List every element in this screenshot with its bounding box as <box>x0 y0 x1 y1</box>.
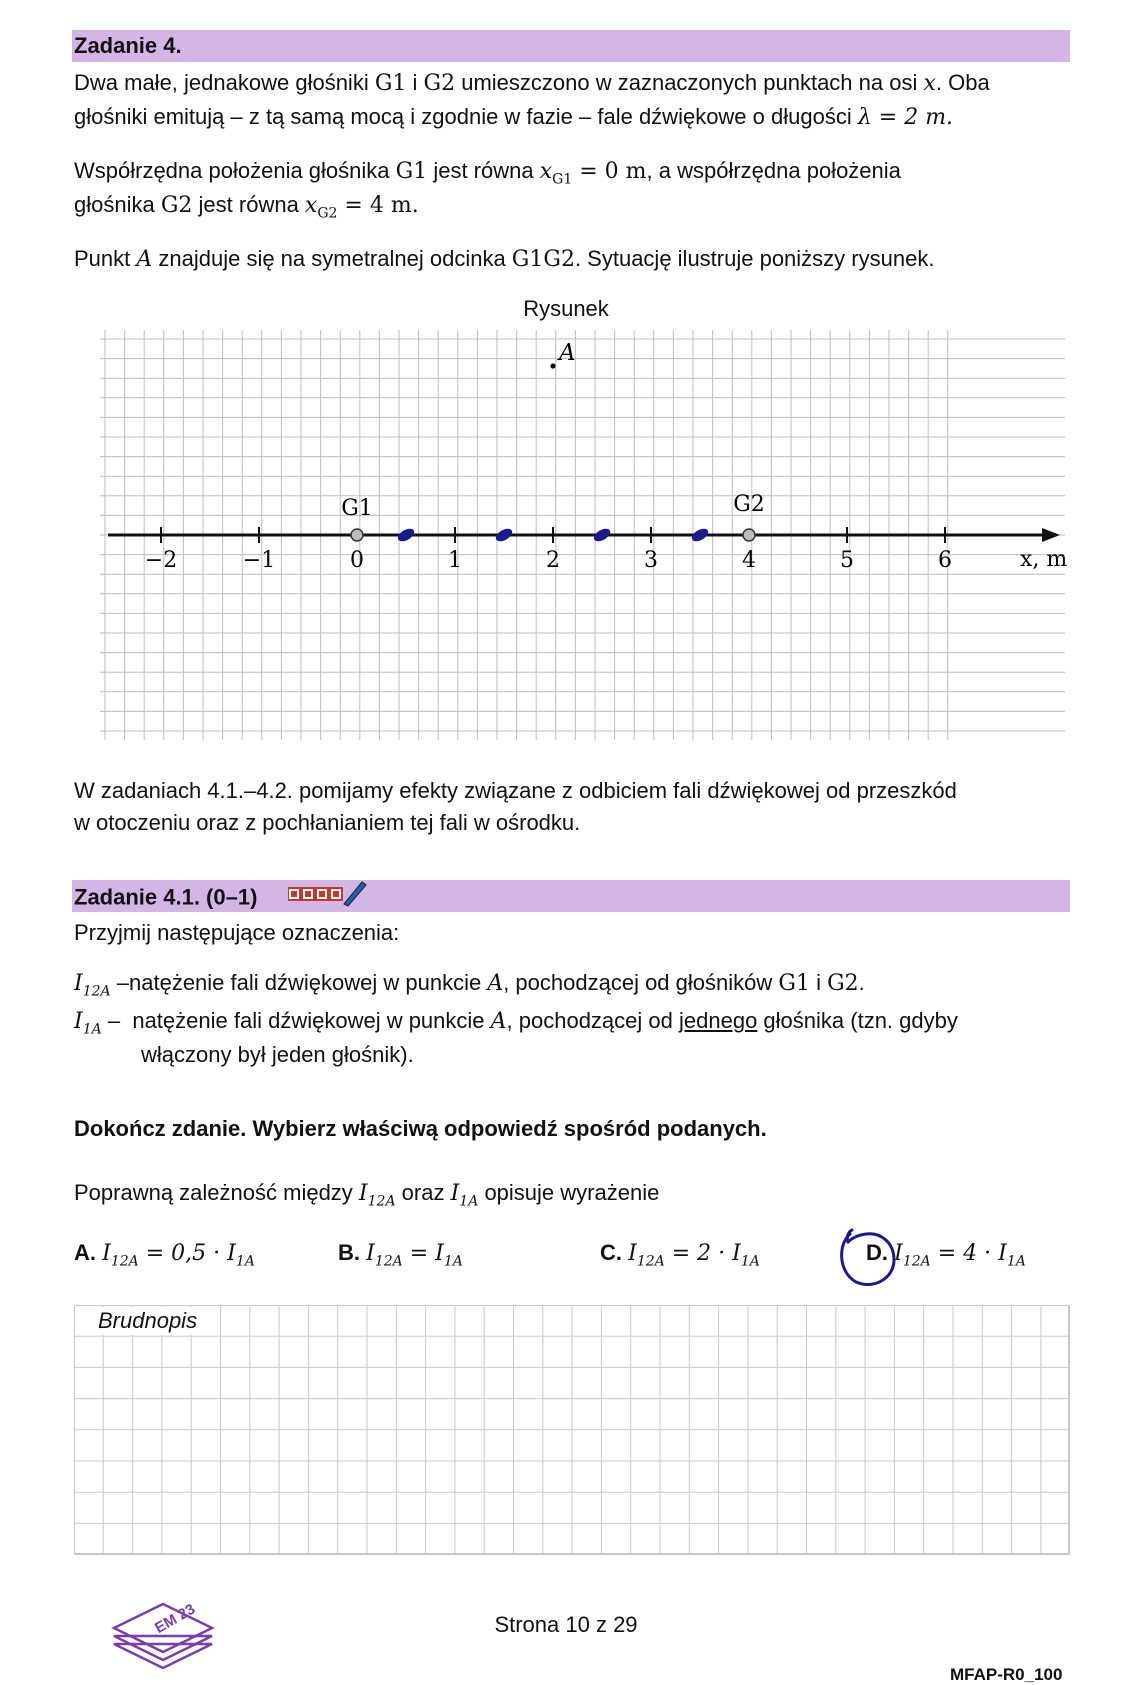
tick-label: 5 <box>840 548 854 573</box>
tick-label: 4 <box>742 548 756 573</box>
logo-text: EM 23 <box>152 1600 199 1637</box>
scratchpad-label: Brudnopis <box>76 1307 218 1335</box>
speaker-g2-label: G2 <box>733 492 765 517</box>
tick-label: 3 <box>644 548 658 573</box>
note: W zadaniach 4.1.–4.2. pomijamy efekty związane z odbiciem fali dźwiękowej od przeszkód <box>74 778 957 803</box>
speaker-g1 <box>351 529 363 541</box>
exam-code: MFAP-R0_100 <box>950 1665 1063 1684</box>
task-type-icon <box>288 880 368 917</box>
definition: $I_{12A}$ –natężenie fali dźwiękowej w punkcie A, pochodzącej od głośników G1 i G2. <box>74 970 865 1000</box>
scratchpad-grid <box>74 1305 1070 1555</box>
tick-label: −2 <box>144 548 178 573</box>
tick-label: 6 <box>938 548 952 573</box>
option-b[interactable]: B. $I_{12A} = I_{1A}$ <box>338 1240 463 1270</box>
question: Poprawną zależność między $I_{12A}$ oraz $I_{1A}$ opisuje wyrażenie <box>74 1180 660 1210</box>
point-a <box>550 363 555 368</box>
speaker-g2 <box>743 529 755 541</box>
figure-caption: Rysunek <box>523 296 609 321</box>
tick-label: 0 <box>350 548 364 573</box>
selection-circle <box>836 1226 906 1292</box>
axis-arrow <box>1042 528 1060 542</box>
paragraph: Dwa małe, jednakowe głośniki G1 i G2 umieszczono w zaznaczonych punktach na osi x. Oba <box>74 70 990 96</box>
definition: $I_{1A}$ – natężenie fali dźwiękowej w punkcie A, pochodzącej od jednego głośnika (tzn. gdyby <box>74 1008 958 1038</box>
scratchpad[interactable] <box>74 1305 1070 1555</box>
note: w otoczeniu oraz z pochłanianiem tej fali w ośrodku. <box>74 810 581 835</box>
option-c[interactable]: C. $I_{12A} = 2 \cdot I_{1A}$ <box>600 1240 760 1270</box>
tick-label: 1 <box>448 548 462 573</box>
paragraph: Punkt A znajduje się na symetralnej odcinka G1G2. Sytuację ilustruje poniższy rysunek. <box>74 246 935 272</box>
subtask-header: Zadanie 4.1. (0–1) <box>72 880 1070 912</box>
point-a-label: A <box>559 340 576 366</box>
figure <box>100 330 1080 745</box>
intro-text: Przyjmij następujące oznaczenia: <box>74 920 400 945</box>
task-header: Zadanie 4. <box>72 30 1070 62</box>
instruction: Dokończ zdanie. Wybierz właściwą odpowiedź spośród podanych. <box>74 1116 767 1141</box>
paragraph: Współrzędna położenia głośnika G1 jest równa $x_{G1} = 0$ m, a współrzędna położenia <box>74 158 901 188</box>
page-number: Strona 10 z 29 <box>494 1612 638 1637</box>
tick-label: −1 <box>242 548 276 573</box>
speaker-g1-label: G1 <box>341 496 373 521</box>
axis-label: x, m <box>1020 547 1068 572</box>
paragraph: głośniki emitują – z tą samą mocą i zgodnie w fazie – fale dźwiękowe o długości λ = 2 m. <box>74 104 954 130</box>
paragraph: głośnika G2 jest równa $x_{G2} = 4$ m. <box>74 192 419 222</box>
tick-label: 2 <box>546 548 560 573</box>
option-a[interactable]: A. $I_{12A} = 0,5 \cdot I_{1A}$ <box>74 1240 255 1270</box>
definition-continued: włączony był jeden głośnik). <box>141 1042 414 1067</box>
option-d[interactable]: D. $I_{12A} = 4 \cdot I_{1A}$ <box>866 1240 1026 1270</box>
